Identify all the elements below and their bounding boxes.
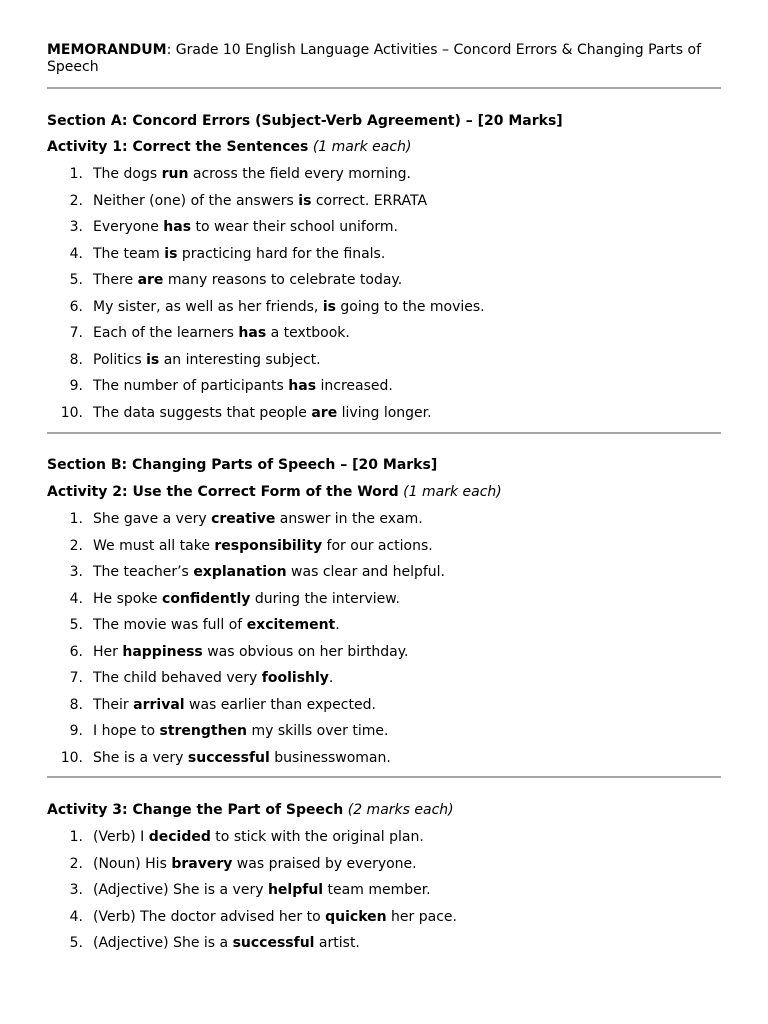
item-text-pre: Everyone [93, 219, 164, 235]
activity-2-item-text [93, 750, 391, 767]
activity-3-item-text [93, 882, 431, 899]
divider [47, 776, 721, 778]
item-answer: creative [211, 511, 276, 527]
item-answer: arrival [133, 696, 185, 713]
item-text-post: going to the movies. [335, 298, 485, 315]
activity-1-item-number: 10. [60, 404, 83, 421]
item-text-pre: There [93, 272, 138, 288]
activity-2-item-number: 3. [69, 564, 83, 580]
item-text-pre: Each of the learners [93, 325, 239, 341]
item-text-pre: (Verb) The doctor advised her to [93, 908, 326, 925]
document-header [47, 42, 727, 76]
item-text-post: was clear and helpful. [286, 564, 446, 580]
activity-1-item-text [93, 378, 393, 395]
item-answer: has [238, 325, 267, 341]
item-answer: excitement [246, 617, 336, 633]
activity-1-title: Activity 1: Correct the Sentences [47, 139, 309, 155]
item-text-pre: The teacher’s [93, 564, 194, 580]
item-text-pre: Their [93, 696, 134, 713]
item-answer: strengthen [159, 723, 248, 739]
item-answer: bravery [171, 855, 233, 872]
item-text-post: team member. [323, 882, 431, 898]
item-answer: helpful [267, 882, 324, 898]
activity-2-item-text [93, 617, 340, 634]
item-answer: happiness [122, 643, 203, 660]
item-text-post: practicing hard for the finals. [177, 245, 386, 262]
item-answer: is [146, 351, 160, 368]
activity-1-item-text [93, 352, 321, 369]
item-answer: is [298, 192, 312, 209]
activity-1-item-text [93, 299, 485, 316]
item-answer: successful [187, 749, 270, 766]
activity-2-item-number: 7. [69, 670, 83, 686]
activity-1-item-text [93, 272, 402, 289]
activity-2-item-number: 10. [60, 749, 83, 766]
item-text-pre: (Verb) I [93, 829, 149, 845]
activity-3-item-number: 3. [69, 882, 83, 898]
activity-1-item-number: 1. [69, 166, 83, 182]
activity-3-item-number: 2. [69, 855, 83, 872]
activity-2-item-text [93, 538, 433, 555]
activity-2-item-text [93, 697, 376, 714]
item-text-pre: We must all take [93, 537, 215, 554]
section-b-title: Section B: Changing Parts of Speech – [20 Marks] [47, 457, 438, 473]
item-text-pre: I hope to [93, 723, 160, 739]
activity-2-note: (1 mark each) [403, 484, 502, 500]
section-a-title: Section A: Concord Errors (Subject-Verb Agreement) – [20 Marks] [47, 113, 563, 129]
item-text-post: to wear their school uniform. [191, 219, 398, 235]
item-answer: successful [232, 935, 315, 951]
activity-2-heading [47, 484, 502, 501]
activity-2-item-number: 6. [69, 643, 83, 660]
item-text-post: her pace. [386, 908, 457, 925]
item-text-post: increased. [316, 378, 393, 394]
item-answer: decided [148, 829, 211, 845]
activity-1-item-text [93, 405, 432, 422]
activity-3-item-number: 4. [69, 908, 83, 925]
activity-1-item-text [93, 166, 411, 183]
activity-3-item-number: 1. [69, 829, 83, 845]
activity-2-item-text [93, 644, 408, 661]
item-text-pre: The dogs [93, 166, 162, 182]
activity-3-item-number: 5. [69, 935, 83, 951]
item-answer: confidently [162, 590, 251, 607]
item-text-post: many reasons to celebrate today. [163, 272, 403, 288]
activity-1-item-number: 3. [69, 219, 83, 235]
activity-2-item-text [93, 511, 423, 528]
activity-3-title: Activity 3: Change the Part of Speech [47, 802, 344, 818]
item-text-post: to stick with the original plan. [210, 829, 424, 845]
item-text-post: a textbook. [266, 325, 350, 341]
activity-1-item-number: 2. [69, 192, 83, 209]
item-text-post: was praised by everyone. [232, 855, 417, 872]
item-text-pre: My sister, as well as her friends, [93, 298, 323, 315]
item-answer: foolishly [261, 670, 329, 686]
activity-3-item-text [93, 856, 417, 873]
divider [47, 432, 721, 434]
activity-1-item-number: 7. [69, 325, 83, 341]
activity-2-item-number: 1. [69, 511, 83, 527]
item-text-pre: She gave a very [93, 511, 212, 527]
activity-2-item-number: 9. [69, 723, 83, 739]
activity-3-note: (2 marks each) [347, 802, 454, 818]
item-text-post: my skills over time. [247, 723, 389, 739]
activity-2-item-number: 5. [69, 617, 83, 633]
item-text-pre: She is a very [93, 749, 188, 766]
activity-2-item-number: 8. [69, 696, 83, 713]
item-answer: explanation [193, 564, 287, 580]
activity-3-heading [47, 802, 454, 819]
item-text-post: for our actions. [322, 537, 433, 554]
activity-2-item-text [93, 670, 333, 687]
activity-2-title: Activity 2: Use the Correct Form of the Word [47, 484, 399, 500]
item-text-pre: (Adjective) She is a very [93, 882, 268, 898]
activity-2-item-number: 4. [69, 590, 83, 607]
activity-3-item-text [93, 935, 360, 952]
item-text-pre: The number of participants [93, 378, 289, 394]
item-answer: responsibility [214, 537, 323, 554]
item-text-pre: The team [93, 245, 165, 262]
item-text-post: across the field every morning. [188, 166, 411, 182]
item-answer: is [322, 298, 336, 315]
item-answer: quicken [325, 908, 387, 925]
activity-3-item-text [93, 829, 424, 846]
item-text-post: living longer. [337, 404, 432, 421]
item-text-post: . [328, 670, 334, 686]
item-text-post: during the interview. [250, 590, 400, 607]
item-text-pre: The child behaved very [93, 670, 262, 686]
item-text-post: artist. [314, 935, 360, 951]
activity-1-item-text [93, 193, 427, 210]
item-text-post: was obvious on her birthday. [202, 643, 409, 660]
item-text-pre: Neither (one) of the answers [93, 192, 299, 209]
item-text-post: . [335, 617, 340, 633]
activity-2-item-text [93, 564, 445, 581]
item-answer: is [164, 245, 178, 262]
divider [47, 87, 721, 89]
item-answer: has [288, 378, 317, 394]
item-answer: are [137, 272, 164, 288]
item-text-pre: (Noun) His [93, 855, 172, 872]
activity-1-item-number: 4. [69, 245, 83, 262]
item-text-pre: Politics [93, 351, 147, 368]
item-text-pre: Her [93, 643, 123, 660]
activity-1-item-number: 6. [69, 298, 83, 315]
item-answer: has [163, 219, 192, 235]
activity-3-item-text [93, 909, 457, 926]
header-lead: MEMORANDUM [47, 42, 167, 58]
activity-2-item-text [93, 723, 388, 740]
item-text-pre: The movie was full of [93, 617, 247, 633]
item-answer: run [161, 166, 189, 182]
header-rest: : Grade 10 English Language Activities – Concord Errors & Changing Parts of Speech [47, 42, 701, 75]
item-text-pre: (Adjective) She is a [93, 935, 233, 951]
activity-1-item-text [93, 246, 385, 263]
item-text-post: was earlier than expected. [184, 696, 376, 713]
item-text-post: an interesting subject. [159, 351, 321, 368]
activity-2-item-text [93, 591, 400, 608]
activity-1-heading [47, 139, 411, 156]
activity-1-item-text [93, 325, 350, 342]
activity-2-item-number: 2. [69, 537, 83, 554]
activity-1-item-text [93, 219, 398, 236]
activity-1-item-number: 5. [69, 272, 83, 288]
item-text-post: correct. ERRATA [311, 192, 428, 209]
activity-1-item-number: 9. [69, 378, 83, 394]
activity-1-note: (1 mark each) [312, 139, 412, 155]
item-text-pre: The data suggests that people [93, 404, 312, 421]
item-text-post: answer in the exam. [275, 511, 423, 527]
item-answer: are [311, 404, 338, 421]
item-text-post: businesswoman. [269, 749, 391, 766]
item-text-pre: He spoke [93, 590, 163, 607]
activity-1-item-number: 8. [69, 351, 83, 368]
